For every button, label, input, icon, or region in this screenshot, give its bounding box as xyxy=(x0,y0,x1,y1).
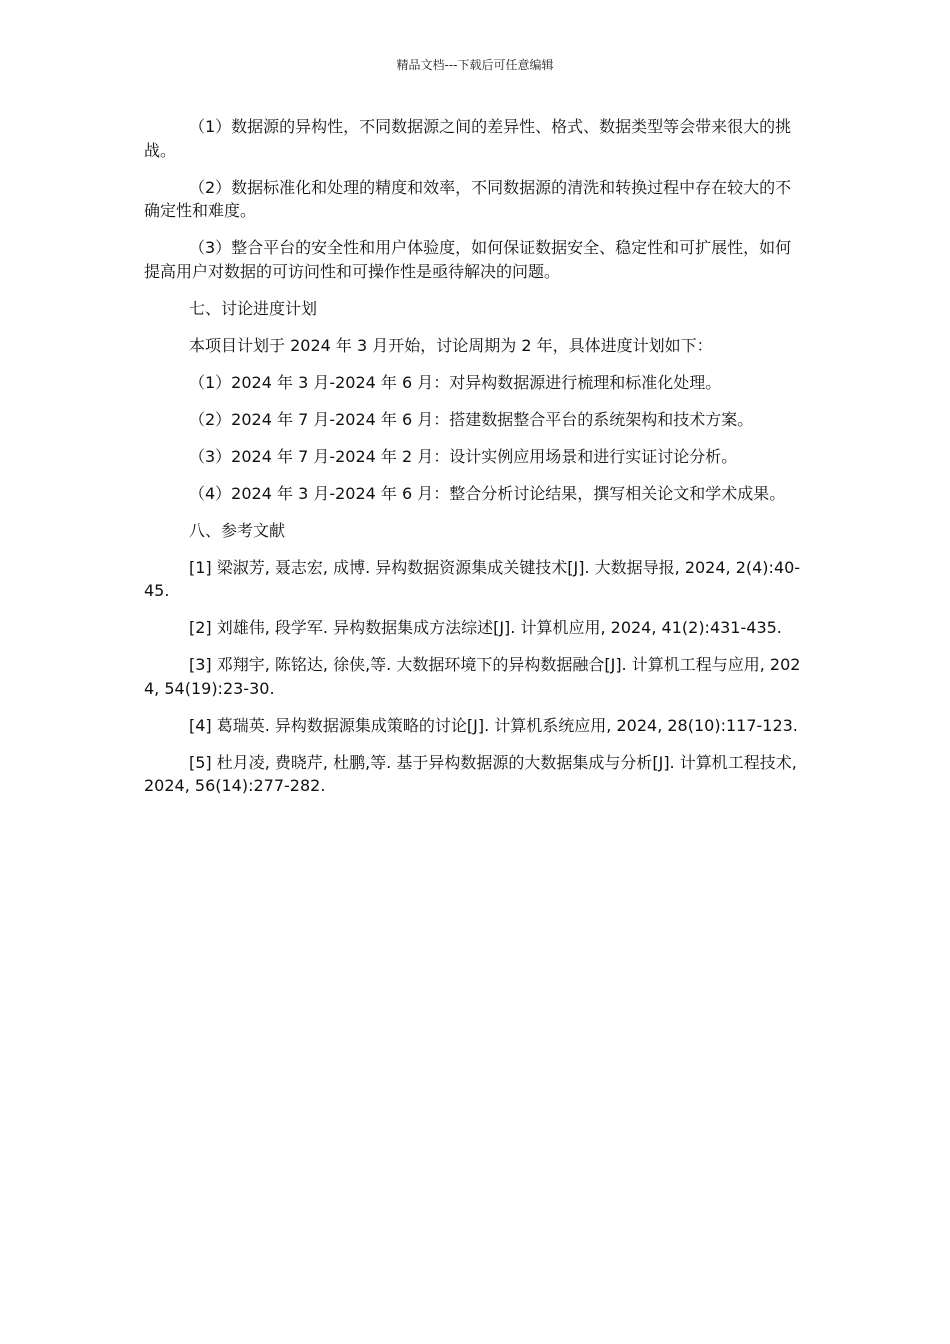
reference-item: [3] 邓翔宇, 陈铭达, 徐侠,等. 大数据环境下的异构数据融合[J]. 计算机工程与应用, 2024, 54(19):23-30. xyxy=(144,655,801,698)
schedule-item: （2）2024 年 7 月-2024 年 6 月：搭建数据整合平台的系统架构和技术方案。 xyxy=(189,409,754,429)
schedule-item: （3）2024 年 7 月-2024 年 2 月：设计实例应用场景和进行实证讨论分析。 xyxy=(189,446,738,466)
challenge-item: （3）整合平台的安全性和用户体验度，如何保证数据安全、稳定性和可扩展性，如何提高用户对数据的可访问性和可操作性是亟待解决的问题。 xyxy=(144,238,792,281)
reference-item: [1] 梁淑芳, 聂志宏, 成博. 异构数据资源集成关键技术[J]. 大数据导报, 2024, 2(4):40-45. xyxy=(144,557,801,600)
reference-item: [2] 刘雄伟, 段学军. 异构数据集成方法综述[J]. 计算机应用, 2024, 41(2):431-435. xyxy=(189,618,782,637)
challenge-item: （2）数据标准化和处理的精度和效率，不同数据源的清洗和转换过程中存在较大的不确定性和难度。 xyxy=(144,177,792,220)
schedule-item: （1）2024 年 3 月-2024 年 6 月：对异构数据源进行梳理和标准化处理。 xyxy=(189,372,722,392)
page-header: 精品文档---下载后可任意编辑 xyxy=(396,58,554,72)
challenge-item: （1）数据源的异构性，不同数据源之间的差异性、格式、数据类型等会带来很大的挑战。 xyxy=(144,117,792,160)
reference-item: [4] 葛瑞英. 异构数据源集成策略的讨论[J]. 计算机系统应用, 2024, 28(10):117-123. xyxy=(189,715,798,735)
schedule-item: （4）2024 年 3 月-2024 年 6 月：整合分析讨论结果，撰写相关论文和学术成果。 xyxy=(189,483,786,503)
section-heading-references: 八、参考文献 xyxy=(189,520,286,540)
section-heading-schedule: 七、讨论进度计划 xyxy=(189,298,318,318)
reference-item: [5] 杜月凌, 费晓芹, 杜鹏,等. 基于异构数据源的大数据集成与分析[J]. 计算机工程技术, 2024, 56(14):277-282. xyxy=(144,752,797,795)
schedule-intro: 本项目计划于 2024 年 3 月开始，讨论周期为 2 年，具体进度计划如下： xyxy=(189,335,713,355)
document-body xyxy=(144,115,806,811)
